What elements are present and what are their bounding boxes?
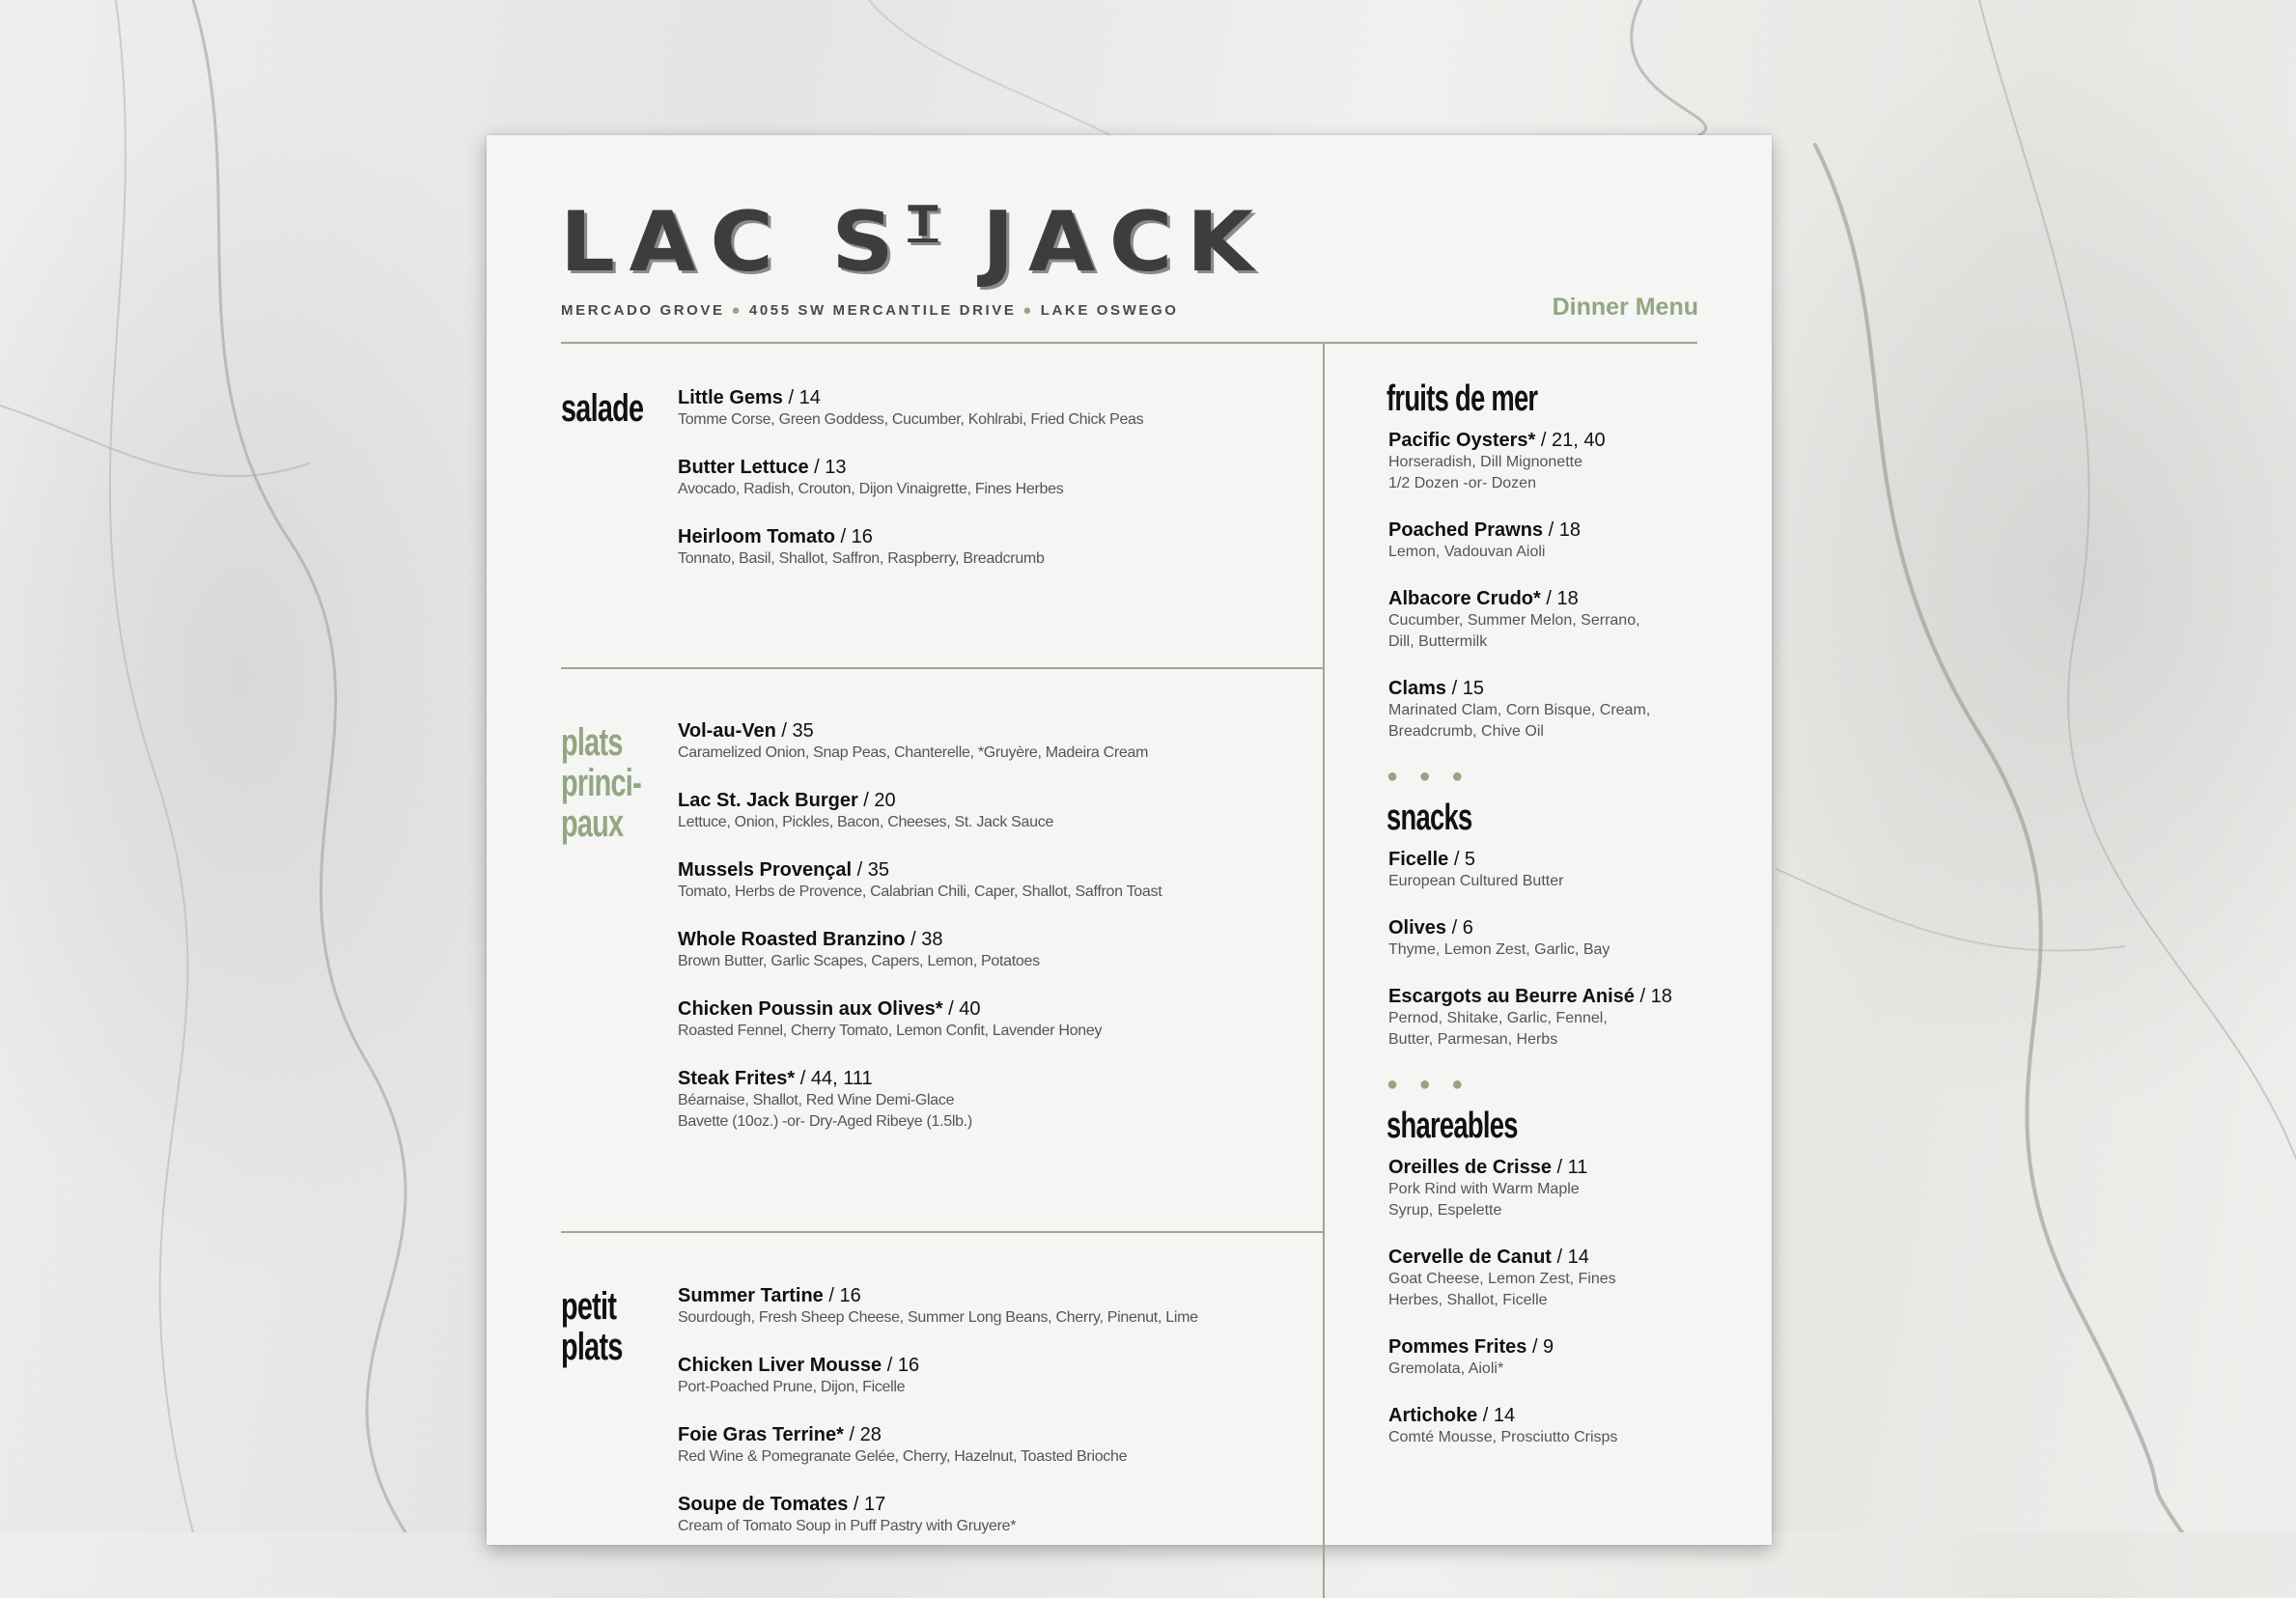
item-description: Avocado, Radish, Crouton, Dijon Vinaigrette, Fines Herbes (678, 481, 1064, 497)
menu-item (678, 997, 1305, 1042)
item-price: / 15 (1446, 678, 1484, 699)
header-divider (561, 342, 1697, 344)
item-price: / 18 (1543, 519, 1581, 541)
item-title (678, 1423, 1305, 1446)
section-divider (561, 1231, 1324, 1233)
item-title (678, 1493, 1305, 1516)
item-description: Butter, Parmesan, Herbs (1388, 1031, 1558, 1048)
item-name: Escargots au Beurre Anisé (1388, 986, 1635, 1007)
section-heading: fruits de mer (1386, 378, 1538, 419)
section-heading-line: salade (561, 387, 644, 430)
item-description: Red Wine & Pomegranate Gelée, Cherry, Hazelnut, Toasted Brioche (678, 1448, 1128, 1465)
menu-item (1388, 1246, 1736, 1311)
item-name: Pommes Frites (1388, 1336, 1527, 1358)
item-title (678, 456, 1305, 479)
section-heading-line: paux (561, 802, 624, 845)
item-title (678, 789, 1305, 812)
menu-item (678, 1493, 1305, 1537)
item-description: Pernod, Shitake, Garlic, Fennel, (1388, 1010, 1608, 1026)
address-venue: MERCADO GROVE (561, 302, 725, 319)
item-title (678, 1284, 1305, 1307)
item-name: Vol-au-Ven (678, 720, 776, 742)
item-price: / 18 (1540, 588, 1579, 609)
item-description: Marinated Clam, Corn Bisque, Cream, (1388, 702, 1651, 718)
item-name: Butter Lettuce (678, 457, 809, 478)
item-name: Pacific Oysters* (1388, 430, 1536, 451)
item-title (678, 386, 1305, 409)
menu-sheet (487, 135, 1772, 1545)
item-description: Caramelized Onion, Snap Peas, Chanterelle, *Gruyère, Madeira Cream (678, 744, 1149, 761)
item-name: Chicken Poussin aux Olives* (678, 998, 943, 1020)
item-description: Sourdough, Fresh Sheep Cheese, Summer Long Beans, Cherry, Pinenut, Lime (678, 1309, 1198, 1326)
item-description: Breadcrumb, Chive Oil (1388, 723, 1544, 740)
item-price: / 38 (905, 929, 943, 950)
item-description: Roasted Fennel, Cherry Tomato, Lemon Confit, Lavender Honey (678, 1023, 1103, 1039)
item-name: Summer Tartine (678, 1285, 824, 1306)
item-name: Oreilles de Crisse (1388, 1157, 1552, 1178)
item-price: / 35 (775, 720, 814, 742)
item-description: Dill, Buttermilk (1388, 633, 1488, 650)
item-name: Chicken Liver Mousse (678, 1355, 882, 1376)
item-title (1388, 1404, 1736, 1427)
item-description: Goat Cheese, Lemon Zest, Fines (1388, 1271, 1616, 1287)
item-name: Ficelle (1388, 849, 1449, 870)
item-description: Syrup, Espelette (1388, 1202, 1502, 1219)
menu-item (1388, 985, 1736, 1051)
right-column (1388, 377, 1736, 1472)
menu-item (1388, 1156, 1736, 1221)
menu-item (1388, 848, 1736, 892)
item-price: / 44, 111 (795, 1068, 873, 1089)
item-title (678, 997, 1305, 1021)
item-price: / 21, 40 (1535, 430, 1606, 451)
item-price: / 14 (782, 387, 821, 408)
item-title (1388, 848, 1736, 871)
item-name: Soupe de Tomates (678, 1494, 849, 1515)
menu-item (678, 1284, 1305, 1329)
item-name: Clams (1388, 678, 1447, 699)
menu-item (1388, 1404, 1736, 1448)
item-description: Tomme Corse, Green Goddess, Cucumber, Kohlrabi, Fried Chick Peas (678, 411, 1144, 428)
menu-type-label: Dinner Menu (1552, 294, 1698, 321)
item-name: Mussels Provençal (678, 859, 853, 881)
section-divider-dots: ● ● ● (1386, 1074, 1471, 1095)
section-heading-line: plats (561, 721, 623, 764)
separator-dot: ● (1022, 302, 1034, 319)
section-heading: shareables (1386, 1106, 1518, 1146)
item-price: / 14 (1551, 1247, 1589, 1268)
item-title (678, 525, 1305, 548)
item-name: Little Gems (678, 387, 783, 408)
item-description: Cucumber, Summer Melon, Serrano, (1388, 612, 1640, 629)
menu-item (678, 858, 1305, 903)
item-name: Albacore Crudo* (1388, 588, 1541, 609)
menu-item (678, 1354, 1305, 1398)
item-description: Comté Mousse, Prosciutto Crisps (1388, 1429, 1618, 1445)
item-price: / 5 (1448, 849, 1476, 870)
menu-item (1388, 677, 1736, 743)
item-description: Tonnato, Basil, Shallot, Saffron, Raspberry, Breadcrumb (678, 550, 1045, 567)
menu-item (678, 719, 1305, 764)
menu-item (1388, 429, 1736, 494)
item-description: Herbes, Shallot, Ficelle (1388, 1292, 1548, 1308)
section-items (678, 386, 1305, 595)
item-name: Steak Frites* (678, 1068, 796, 1089)
item-title (1388, 985, 1736, 1008)
item-description: Port-Poached Prune, Dijon, Ficelle (678, 1379, 906, 1395)
menu-item (1388, 1335, 1736, 1380)
item-price: / 18 (1634, 986, 1672, 1007)
item-description: Thyme, Lemon Zest, Garlic, Bay (1388, 941, 1610, 958)
logo-superscript: T (908, 197, 938, 246)
item-title (1388, 519, 1736, 542)
item-name: Artichoke (1388, 1405, 1478, 1426)
section-heading (561, 1286, 623, 1367)
item-title (1388, 1156, 1736, 1179)
address-city: LAKE OSWEGO (1040, 302, 1179, 319)
item-description: Lemon, Vadouvan Aioli (1388, 544, 1546, 560)
item-title (678, 1067, 1305, 1090)
menu-item (678, 1423, 1305, 1468)
item-price: / 40 (942, 998, 981, 1020)
section-items (678, 1284, 1305, 1562)
address-street: 4055 SW MERCANTILE DRIVE (748, 302, 1017, 319)
item-price: / 6 (1446, 917, 1473, 939)
item-price: / 13 (808, 457, 847, 478)
item-description: Horseradish, Dill Mignonette (1388, 454, 1582, 470)
address-line (561, 302, 1179, 319)
logo-text: LAC S (560, 194, 909, 291)
item-price: / 9 (1526, 1336, 1554, 1358)
section-items (678, 719, 1305, 1158)
item-name: Whole Roasted Branzino (678, 929, 906, 950)
section-heading-line: plats (561, 1326, 623, 1368)
item-name: Heirloom Tomato (678, 526, 835, 547)
item-title (1388, 677, 1736, 700)
item-title (1388, 916, 1736, 939)
menu-item (678, 1067, 1305, 1133)
section-divider-dots: ● ● ● (1386, 766, 1471, 787)
item-description: Pork Rind with Warm Maple (1388, 1181, 1580, 1197)
item-price: / 16 (882, 1355, 920, 1376)
section-heading: snacks (1386, 798, 1472, 838)
item-name: Lac St. Jack Burger (678, 790, 858, 811)
item-description: 1/2 Dozen -or- Dozen (1388, 475, 1536, 491)
item-title (1388, 429, 1736, 452)
item-price: / 35 (852, 859, 890, 881)
item-price: / 20 (857, 790, 896, 811)
menu-item (1388, 519, 1736, 563)
item-price: / 16 (823, 1285, 861, 1306)
menu-item (1388, 916, 1736, 961)
item-name: Foie Gras Terrine* (678, 1424, 844, 1445)
item-price: / 16 (834, 526, 873, 547)
menu-item (678, 386, 1305, 431)
item-price: / 14 (1477, 1405, 1516, 1426)
section-heading-line: princi- (561, 762, 641, 804)
restaurant-logo (560, 194, 1268, 291)
menu-item (678, 456, 1305, 500)
section-heading (561, 722, 641, 844)
column-divider (1323, 343, 1325, 1598)
item-name: Olives (1388, 917, 1447, 939)
logo-text-end: JACK (938, 194, 1268, 291)
menu-item (678, 525, 1305, 570)
menu-item (678, 928, 1305, 972)
item-price: / 28 (843, 1424, 882, 1445)
item-title (678, 858, 1305, 882)
item-description: Bavette (10oz.) -or- Dry-Aged Ribeye (1.5lb.) (678, 1113, 972, 1130)
item-price: / 11 (1551, 1157, 1588, 1178)
menu-item (1388, 587, 1736, 653)
item-description: European Cultured Butter (1388, 873, 1564, 889)
section-heading-line: petit (561, 1285, 617, 1328)
item-description: Lettuce, Onion, Pickles, Bacon, Cheeses, St. Jack Sauce (678, 814, 1054, 830)
item-description: Gremolata, Aioli* (1388, 1360, 1504, 1377)
item-price: / 17 (848, 1494, 886, 1515)
section-divider (561, 667, 1324, 669)
item-description: Béarnaise, Shallot, Red Wine Demi-Glace (678, 1092, 955, 1108)
separator-dot: ● (731, 302, 743, 319)
item-description: Tomato, Herbs de Provence, Calabrian Chili, Caper, Shallot, Saffron Toast (678, 883, 1162, 900)
item-title (678, 928, 1305, 951)
item-title (1388, 587, 1736, 610)
item-title (1388, 1335, 1736, 1359)
section-heading (561, 388, 643, 429)
item-name: Poached Prawns (1388, 519, 1544, 541)
item-title (678, 719, 1305, 743)
item-title (1388, 1246, 1736, 1269)
menu-item (678, 789, 1305, 833)
item-description: Cream of Tomato Soup in Puff Pastry with Gruyere* (678, 1518, 1017, 1534)
item-name: Cervelle de Canut (1388, 1247, 1552, 1268)
item-description: Brown Butter, Garlic Scapes, Capers, Lemon, Potatoes (678, 953, 1040, 969)
item-title (678, 1354, 1305, 1377)
